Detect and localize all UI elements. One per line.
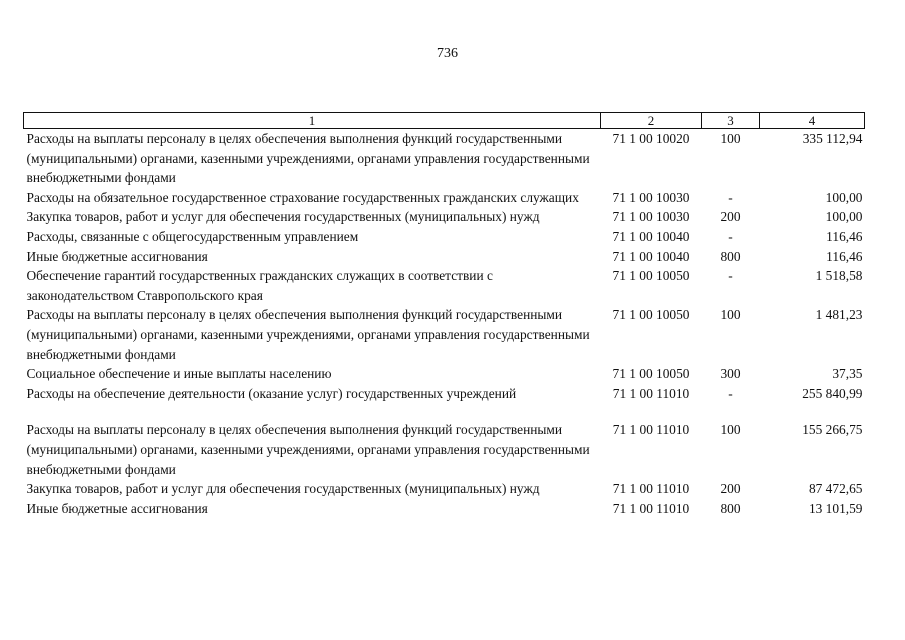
column-header-1: 1 (24, 113, 601, 129)
header-row (24, 113, 865, 129)
row-code: 71 1 00 11010 (612, 385, 690, 401)
row-amount: 100,00 (825, 209, 863, 225)
page-number: 736 (437, 46, 458, 61)
table-row (24, 479, 865, 499)
table-row (24, 188, 865, 208)
row-type: 200 (720, 209, 741, 225)
row-code: 71 1 00 10050 (612, 268, 690, 284)
row-type: - (728, 189, 733, 205)
column-header-4: 4 (760, 113, 865, 129)
row-amount: 100,00 (825, 189, 863, 205)
row-name: Обеспечение гарантий государственных гражданских служащих в соответствии с законодательством Ставропольского края (26, 268, 493, 303)
row-name: Закупка товаров, работ и услуг для обеспечения государственных (муниципальных) нужд (26, 481, 540, 497)
row-name: Расходы на выплаты персоналу в целях обеспечения выполнения функций государственными (муниципальными) органами, казенными учреждениями, органами управления государственными внебюджетными фондами (26, 307, 590, 362)
row-amount: 1 481,23 (815, 307, 863, 323)
row-type: - (728, 385, 733, 401)
row-amount: 37,35 (832, 366, 863, 382)
table-row (24, 420, 865, 479)
table-row (24, 266, 865, 305)
row-name: Расходы на выплаты персоналу в целях обеспечения выполнения функций государственными (муниципальными) органами, казенными учреждениями, органами управления государственными внебюджетными фондами (26, 131, 590, 186)
table-row (24, 129, 865, 188)
table-row (24, 247, 865, 267)
row-code: 71 1 00 10040 (612, 248, 690, 264)
row-type: 300 (720, 366, 741, 382)
row-name: Социальное обеспечение и иные выплаты населению (26, 366, 332, 382)
row-type: 100 (720, 307, 741, 323)
table-row (24, 364, 865, 384)
row-name: Расходы на обязательное государственное страхование государственных гражданских служащих (26, 189, 579, 205)
row-name: Расходы на обеспечение деятельности (оказание услуг) государственных учреждений (26, 385, 517, 401)
column-header-3: 3 (702, 113, 760, 129)
row-amount: 116,46 (826, 248, 863, 264)
table-row (24, 207, 865, 227)
table-header (24, 113, 865, 129)
row-amount: 116,46 (826, 228, 863, 244)
row-type: 800 (720, 248, 741, 264)
table-row (24, 305, 865, 364)
row-type: - (728, 268, 733, 284)
row-code: 71 1 00 10030 (612, 209, 690, 225)
row-name: Закупка товаров, работ и услуг для обеспечения государственных (муниципальных) нужд (26, 209, 540, 225)
row-type: 200 (720, 481, 741, 497)
row-amount: 155 266,75 (802, 422, 863, 438)
row-amount: 255 840,99 (802, 385, 863, 401)
row-code: 71 1 00 10030 (612, 189, 690, 205)
budget-table (23, 112, 865, 518)
row-type: 800 (720, 500, 741, 516)
table-row (24, 227, 865, 247)
row-amount: 13 101,59 (808, 500, 863, 516)
table-row (24, 384, 865, 421)
row-type: 100 (720, 131, 741, 146)
row-code: 71 1 00 11010 (612, 481, 690, 497)
row-name: Расходы, связанные с общегосударственным управлением (26, 228, 359, 244)
column-header-2: 2 (601, 113, 702, 129)
row-amount: 87 472,65 (808, 481, 863, 497)
row-amount: 1 518,58 (815, 268, 863, 284)
row-type: - (728, 228, 733, 244)
row-code: 71 1 00 10040 (612, 228, 690, 244)
table-body (24, 129, 865, 519)
row-code: 71 1 00 10050 (612, 366, 690, 382)
row-code: 71 1 00 10020 (612, 131, 690, 146)
row-name: Иные бюджетные ассигнования (26, 248, 208, 264)
table-row (24, 499, 865, 519)
row-code: 71 1 00 10050 (612, 307, 690, 323)
row-type: 100 (720, 422, 741, 438)
row-amount: 335 112,94 (802, 131, 863, 146)
row-name: Иные бюджетные ассигнования (26, 500, 208, 516)
row-code: 71 1 00 11010 (612, 422, 690, 438)
row-name: Расходы на выплаты персоналу в целях обеспечения выполнения функций государственными (муниципальными) органами, казенными учреждениями, органами управления государственными внебюджетными фондами (26, 422, 590, 477)
row-code: 71 1 00 11010 (612, 500, 690, 516)
